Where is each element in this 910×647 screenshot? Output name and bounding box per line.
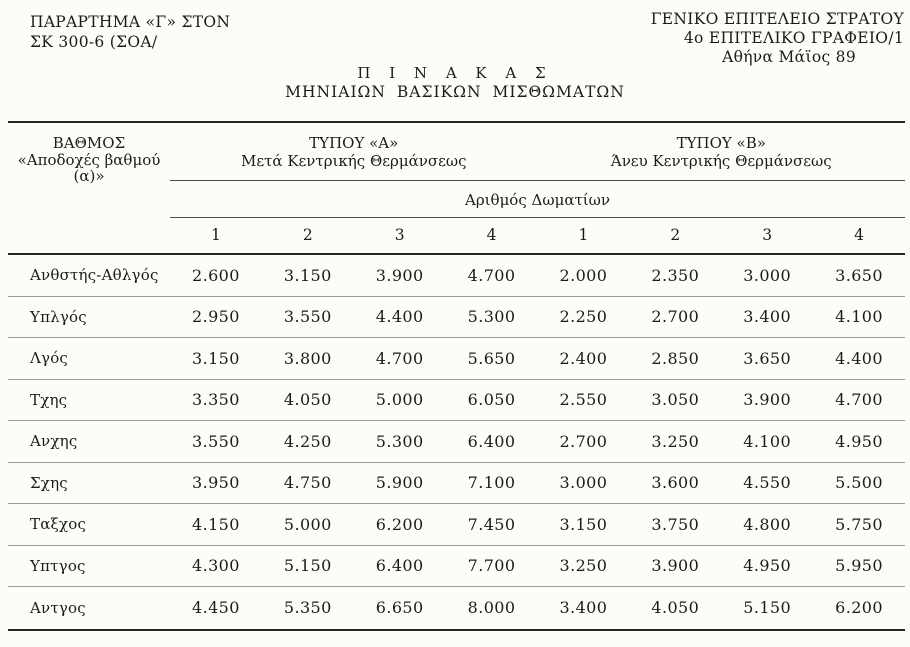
- grade-header-line-1: ΒΑΘΜΟΣ: [52, 134, 126, 152]
- rent-value: 4.550: [743, 473, 792, 493]
- rent-value: 5.000: [375, 390, 424, 410]
- type-b-header: [538, 123, 906, 185]
- rent-value: 2.400: [559, 348, 608, 368]
- rent-value: 3.650: [743, 348, 792, 368]
- rent-value: 3.400: [743, 307, 792, 327]
- rent-value: 4.050: [283, 390, 332, 410]
- rent-value: 3.900: [375, 265, 424, 285]
- table-row: [8, 297, 905, 339]
- rent-value: 5.650: [467, 348, 516, 368]
- rent-value: 4.150: [192, 514, 240, 534]
- rent-value: 3.800: [283, 348, 332, 368]
- type-b-subtitle: Άνευ Κεντρικής Θερμάνσεως: [610, 152, 832, 170]
- grade-label: Λγός: [30, 349, 69, 368]
- type-b-title: ΤΥΠΟΥ «Β»: [676, 134, 766, 152]
- rent-value: 6.200: [375, 514, 424, 534]
- rent-value: 3.900: [651, 556, 700, 576]
- rent-value: 2.250: [559, 307, 608, 327]
- room-number: 4: [854, 226, 864, 244]
- rent-value: 4.300: [192, 556, 240, 576]
- rent-value: 2.700: [559, 431, 608, 451]
- annex-line-1: ΠΑΡΑΡΤΗΜΑ «Γ» ΣΤΟΝ: [30, 13, 231, 31]
- rent-value: 4.400: [375, 307, 424, 327]
- rent-value: 4.700: [835, 390, 883, 410]
- rent-value: 4.050: [651, 598, 700, 618]
- room-number: 4: [486, 226, 497, 244]
- rent-value: 5.900: [375, 473, 424, 493]
- rent-value: 6.050: [467, 390, 516, 410]
- rent-value: 4.250: [283, 431, 332, 451]
- table-bottom-rule: [8, 629, 905, 631]
- table-header-row: [8, 123, 905, 185]
- rent-value: 3.350: [192, 390, 240, 410]
- rent-value: 3.150: [559, 514, 608, 534]
- grade-label: Ανθστής-Αθλγός: [30, 266, 159, 285]
- room-number: 1: [578, 226, 589, 244]
- annex-line-2: ΣΚ 300-6 (ΣΟΑ/: [30, 33, 158, 51]
- rent-value: 3.150: [192, 348, 240, 368]
- rent-value: 7.450: [467, 514, 516, 534]
- rent-value: 3.750: [651, 514, 700, 534]
- grade-label: Υπτγος: [30, 556, 86, 575]
- rent-value: 5.300: [375, 431, 424, 451]
- table-row: [8, 546, 905, 588]
- table-row: [8, 255, 905, 297]
- table-body: [8, 255, 905, 629]
- rent-value: 4.450: [192, 598, 240, 618]
- rent-value: 3.250: [651, 431, 700, 451]
- rent-value: 5.950: [835, 556, 883, 576]
- rent-value: 4.800: [743, 514, 792, 534]
- rent-value: 2.950: [192, 307, 240, 327]
- issuer-line-1: ΓΕΝΙΚΟ ΕΠΙΤΕΛΕΙΟ ΣΤΡΑΤΟΥ: [650, 10, 904, 28]
- grade-label: Αντγος: [30, 598, 86, 617]
- rent-table: [8, 121, 905, 631]
- rent-value: 5.000: [283, 514, 332, 534]
- rent-value: 7.700: [467, 556, 516, 576]
- grade-label: Σχης: [30, 473, 68, 492]
- rent-value: 4.100: [835, 307, 883, 327]
- grade-header-line-2: «Αποδοχές βαθμού: [17, 150, 161, 169]
- title-line-1: Π Ι Ν Α Κ Α Σ: [357, 64, 553, 82]
- rent-value: 3.550: [192, 431, 240, 451]
- rent-value: 3.550: [283, 307, 332, 327]
- grade-label: Ταξχος: [30, 515, 87, 534]
- rent-value: 4.950: [835, 431, 883, 451]
- rent-value: 5.350: [283, 598, 332, 618]
- rent-value: 3.950: [192, 473, 240, 493]
- rent-value: 3.000: [559, 473, 608, 493]
- grade-label: Τχης: [30, 390, 68, 409]
- rent-value: 4.700: [467, 265, 516, 285]
- room-number: 2: [302, 226, 313, 244]
- table-row: [8, 587, 905, 629]
- issuer-dateline: Αθήνα Μάϊος 89: [722, 48, 856, 66]
- type-a-header: [170, 123, 538, 185]
- rent-value: 5.150: [743, 598, 792, 618]
- rent-value: 7.100: [467, 473, 516, 493]
- rent-value: 3.050: [651, 390, 700, 410]
- table-row: [8, 338, 905, 380]
- rent-value: 4.950: [743, 556, 792, 576]
- rent-value: 4.750: [283, 473, 332, 493]
- grade-label: Ανχης: [30, 432, 78, 451]
- grade-column-header: [8, 123, 170, 185]
- issuer-line-2: 4ο ΕΠΙΤΕΛΙΚΟ ΓΡΑΦΕΙΟ/1: [683, 29, 904, 47]
- rent-value: 3.900: [743, 390, 792, 410]
- rent-value: 3.650: [835, 265, 883, 285]
- rent-value: 2.850: [651, 348, 700, 368]
- table-row: [8, 380, 905, 422]
- rent-value: 3.600: [651, 473, 700, 493]
- room-number: 1: [211, 226, 221, 244]
- room-number: 3: [394, 226, 405, 244]
- rent-value: 3.250: [559, 556, 608, 576]
- rent-value: 3.000: [743, 265, 792, 285]
- rent-value: 2.000: [559, 265, 608, 285]
- room-number: 3: [762, 226, 773, 244]
- rooms-label-row: [170, 181, 905, 217]
- rent-value: 6.200: [835, 598, 883, 618]
- rent-value: 3.150: [283, 265, 332, 285]
- rent-value: 2.350: [651, 265, 700, 285]
- rent-value: 2.550: [559, 390, 608, 410]
- title-line-2: ΜΗΝΙΑΙΩΝ ΒΑΣΙΚΩΝ ΜΙΣΘΩΜΑΤΩΝ: [285, 83, 625, 101]
- room-numbers-row: [8, 218, 905, 253]
- rooms-label: Αριθμός Δωματίων: [465, 191, 610, 209]
- rent-value: 2.700: [651, 307, 700, 327]
- rent-value: 5.150: [283, 556, 332, 576]
- rent-value: 6.400: [375, 556, 424, 576]
- document-title: [0, 64, 910, 101]
- grade-header-line-3: (α)»: [73, 167, 105, 185]
- rent-value: 4.700: [375, 348, 424, 368]
- type-a-title: ΤΥΠΟΥ «Α»: [309, 134, 399, 152]
- rent-value: 3.400: [559, 598, 608, 618]
- rent-value: 5.500: [835, 473, 883, 493]
- rent-value: 4.100: [743, 431, 792, 451]
- rent-value: 8.000: [467, 598, 516, 618]
- rent-value: 4.400: [835, 348, 883, 368]
- room-number: 2: [670, 226, 681, 244]
- rent-value: 6.650: [375, 598, 424, 618]
- annex-reference: [30, 12, 230, 52]
- issuer-block: [651, 10, 904, 67]
- type-a-subtitle: Μετά Κεντρικής Θερμάνσεως: [241, 152, 467, 170]
- rent-value: 5.750: [835, 514, 883, 534]
- table-row: [8, 463, 905, 505]
- rent-value: 5.300: [467, 307, 516, 327]
- rent-value: 6.400: [467, 431, 516, 451]
- grade-label: Υπλγός: [30, 307, 87, 326]
- table-row: [8, 421, 905, 463]
- room-number-spacer: [8, 218, 170, 253]
- rent-value: 2.600: [192, 265, 240, 285]
- table-row: [8, 504, 905, 546]
